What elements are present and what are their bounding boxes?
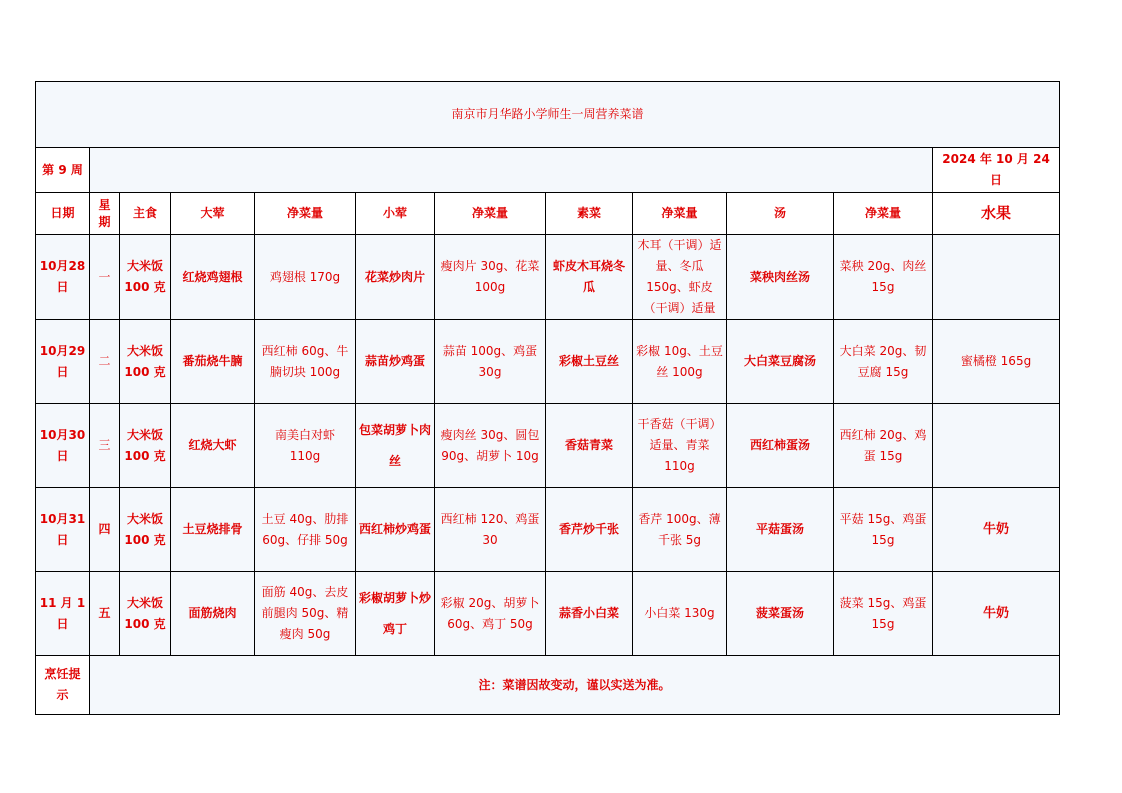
row-staple: 大米饭 100 克: [120, 320, 171, 404]
row-weekday: 一: [90, 235, 120, 320]
row-date: 10月28日: [36, 235, 90, 320]
header-net-3: 净菜量: [633, 193, 727, 235]
header-staple: 主食: [120, 193, 171, 235]
row-soup-net: 菠菜 15g、鸡蛋 15g: [834, 572, 933, 656]
row-veg-net: 彩椒 10g、土豆丝 100g: [633, 320, 727, 404]
page-title: 南京市月华路小学师生一周营养菜谱: [36, 82, 1060, 148]
row-veg-net: 干香菇（干调）适量、青菜 110g: [633, 404, 727, 488]
row-side-dish: 花菜炒肉片: [356, 235, 435, 320]
row-staple: 大米饭 100 克: [120, 235, 171, 320]
row-side-dish: 蒜苗炒鸡蛋: [356, 320, 435, 404]
row-veg-net: 小白菜 130g: [633, 572, 727, 656]
row-side-net: 瘦肉片 30g、花菜 100g: [435, 235, 546, 320]
header-main: 大荤: [171, 193, 255, 235]
row-date: 11 月 1 日: [36, 572, 90, 656]
row-staple: 大米饭 100 克: [120, 572, 171, 656]
header-net-2: 净菜量: [435, 193, 546, 235]
row-main-net: 面筋 40g、去皮前腿肉 50g、精瘦肉 50g: [255, 572, 356, 656]
row-main-dish: 红烧鸡翅根: [171, 235, 255, 320]
row-fruit: 蜜橘橙 165g: [933, 320, 1060, 404]
row-date: 10月31日: [36, 488, 90, 572]
info-blank: [90, 148, 933, 193]
menu-note: 注：菜谱因故变动，谨以实送为准。: [90, 656, 1060, 715]
header-fruit: 水果: [933, 193, 1060, 235]
row-date: 10月29日: [36, 320, 90, 404]
row-side-dish: 彩椒胡萝卜炒鸡丁: [356, 572, 435, 656]
table-row: [36, 572, 1060, 656]
row-soup: 菠菜蛋汤: [727, 572, 834, 656]
row-main-dish: 土豆烧排骨: [171, 488, 255, 572]
row-soup: 西红柿蛋汤: [727, 404, 834, 488]
row-side-dish: 包菜胡萝卜肉丝: [356, 404, 435, 488]
row-veg-dish: 蒜香小白菜: [546, 572, 633, 656]
row-veg-net: 木耳（干调）适量、冬瓜150g、虾皮（干调）适量: [633, 235, 727, 320]
row-veg-net: 香芹 100g、薄千张 5g: [633, 488, 727, 572]
row-veg-dish: 彩椒土豆丝: [546, 320, 633, 404]
row-weekday: 四: [90, 488, 120, 572]
row-soup-net: 菜秧 20g、肉丝 15g: [834, 235, 933, 320]
header-soup: 汤: [727, 193, 834, 235]
row-side-dish: 西红柿炒鸡蛋: [356, 488, 435, 572]
row-main-net: 鸡翅根 170g: [255, 235, 356, 320]
header-date: 日期: [36, 193, 90, 235]
header-net-4: 净菜量: [834, 193, 933, 235]
header-side: 小荤: [356, 193, 435, 235]
row-side-net: 西红柿 120、鸡蛋 30: [435, 488, 546, 572]
table-row: [36, 320, 1060, 404]
row-fruit: [933, 404, 1060, 488]
row-main-net: 土豆 40g、肋排 60g、仔排 50g: [255, 488, 356, 572]
row-main-net: 西红柿 60g、牛腩切块 100g: [255, 320, 356, 404]
row-soup: 菜秧肉丝汤: [727, 235, 834, 320]
row-weekday: 二: [90, 320, 120, 404]
row-weekday: 五: [90, 572, 120, 656]
menu-table: [35, 81, 1060, 715]
table-row: [36, 488, 1060, 572]
row-side-net: 彩椒 20g、胡萝卜 60g、鸡丁 50g: [435, 572, 546, 656]
row-main-dish: 番茄烧牛腩: [171, 320, 255, 404]
row-main-dish: 红烧大虾: [171, 404, 255, 488]
row-veg-dish: 虾皮木耳烧冬瓜: [546, 235, 633, 320]
header-veg: 素菜: [546, 193, 633, 235]
row-soup-net: 大白菜 20g、韧豆腐 15g: [834, 320, 933, 404]
table-row: [36, 404, 1060, 488]
row-soup: 大白菜豆腐汤: [727, 320, 834, 404]
row-side-net: 瘦肉丝 30g、圆包 90g、胡萝卜 10g: [435, 404, 546, 488]
cooking-tip-label: 烹饪提示: [36, 656, 90, 715]
row-soup: 平菇蛋汤: [727, 488, 834, 572]
row-fruit: [933, 235, 1060, 320]
row-soup-net: 西红柿 20g、鸡蛋 15g: [834, 404, 933, 488]
table-row: [36, 235, 1060, 320]
header-net-1: 净菜量: [255, 193, 356, 235]
row-soup-net: 平菇 15g、鸡蛋 15g: [834, 488, 933, 572]
issue-date: 2024 年 10 月 24 日: [933, 148, 1060, 193]
row-staple: 大米饭 100 克: [120, 488, 171, 572]
week-label: 第 9 周: [36, 148, 90, 193]
row-veg-dish: 香芹炒千张: [546, 488, 633, 572]
row-staple: 大米饭 100 克: [120, 404, 171, 488]
header-row: [36, 193, 1060, 235]
row-veg-dish: 香菇青菜: [546, 404, 633, 488]
row-fruit: 牛奶: [933, 488, 1060, 572]
row-weekday: 三: [90, 404, 120, 488]
header-weekday: 星期: [90, 193, 120, 235]
row-side-net: 蒜苗 100g、鸡蛋 30g: [435, 320, 546, 404]
row-main-net: 南美白对虾 110g: [255, 404, 356, 488]
row-main-dish: 面筋烧肉: [171, 572, 255, 656]
row-date: 10月30日: [36, 404, 90, 488]
row-fruit: 牛奶: [933, 572, 1060, 656]
